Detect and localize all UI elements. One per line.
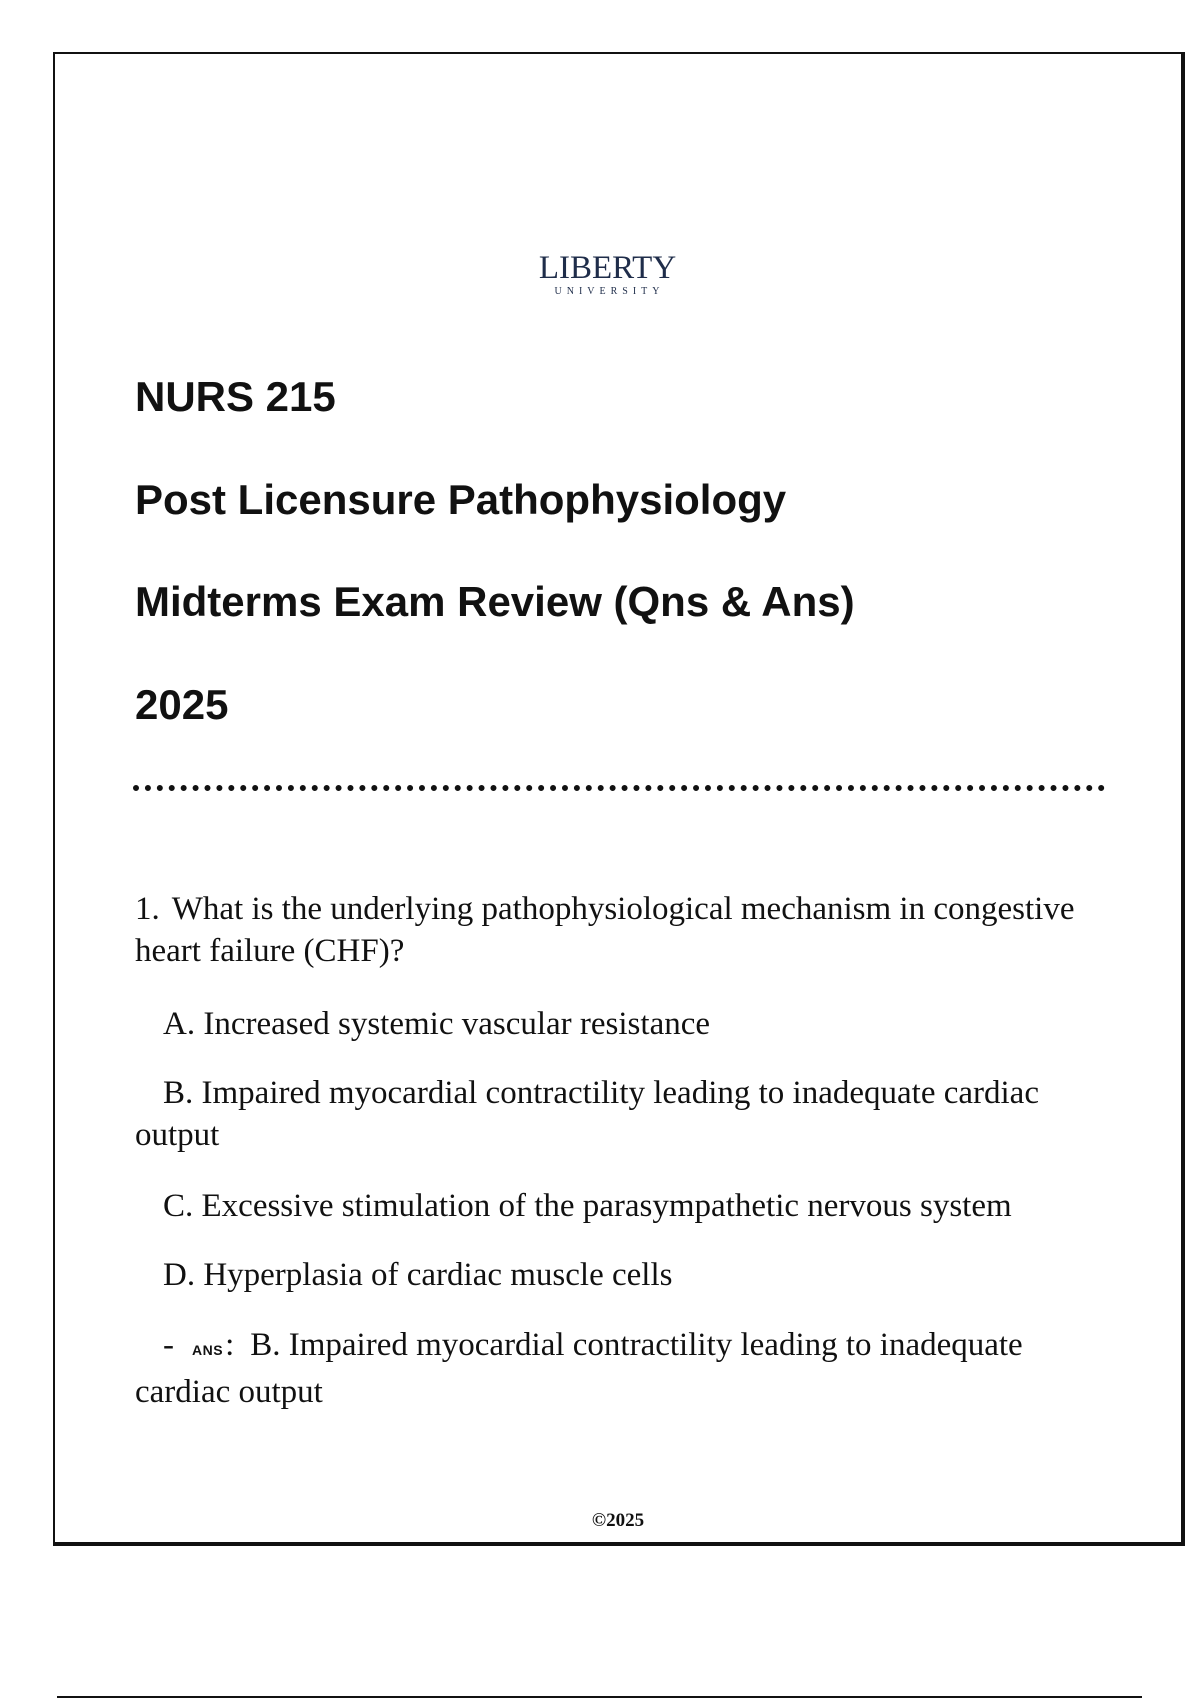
question-number: 1. <box>135 891 160 927</box>
answer-line <box>135 1324 1095 1413</box>
answer-tag: ANS <box>192 1342 224 1358</box>
option-d-text: D. Hyperplasia of cardiac muscle cells <box>163 1257 673 1293</box>
answer-dash: - <box>163 1327 174 1363</box>
liberty-university-logo <box>525 250 690 322</box>
option-d <box>135 1254 1095 1296</box>
course-subject: Post Licensure Pathophysiology <box>135 476 787 523</box>
option-a <box>135 1003 1095 1045</box>
question-text: What is the underlying pathophysiological mechanism in congestive heart failure (CHF)? <box>135 891 1075 969</box>
copyright-footer: ©2025 <box>591 1510 645 1531</box>
bottom-rule <box>57 1696 1142 1698</box>
logo-wordmark: LIBERTY <box>538 250 677 286</box>
option-a-text: A. Increased systemic vascular resistance <box>163 1006 711 1042</box>
option-b-text: B. Impaired myocardial contractility leading to inadequate cardiac output <box>135 1075 1039 1153</box>
option-c-text: C. Excessive stimulation of the parasympathetic nervous system <box>163 1188 1012 1224</box>
course-code: NURS 215 <box>135 373 336 420</box>
answer-text: B. Impaired myocardial contractility leading to inadequate cardiac output <box>135 1327 1023 1410</box>
question-1 <box>135 888 1095 972</box>
document-title: Midterms Exam Review (Qns & Ans) <box>135 578 855 625</box>
logo-subtitle: UNIVERSITY <box>554 286 665 297</box>
document-year: 2025 <box>135 681 229 728</box>
answer-colon: : <box>225 1327 235 1363</box>
option-c <box>135 1185 1095 1227</box>
dotted-divider <box>133 785 1105 791</box>
option-b <box>135 1072 1095 1156</box>
